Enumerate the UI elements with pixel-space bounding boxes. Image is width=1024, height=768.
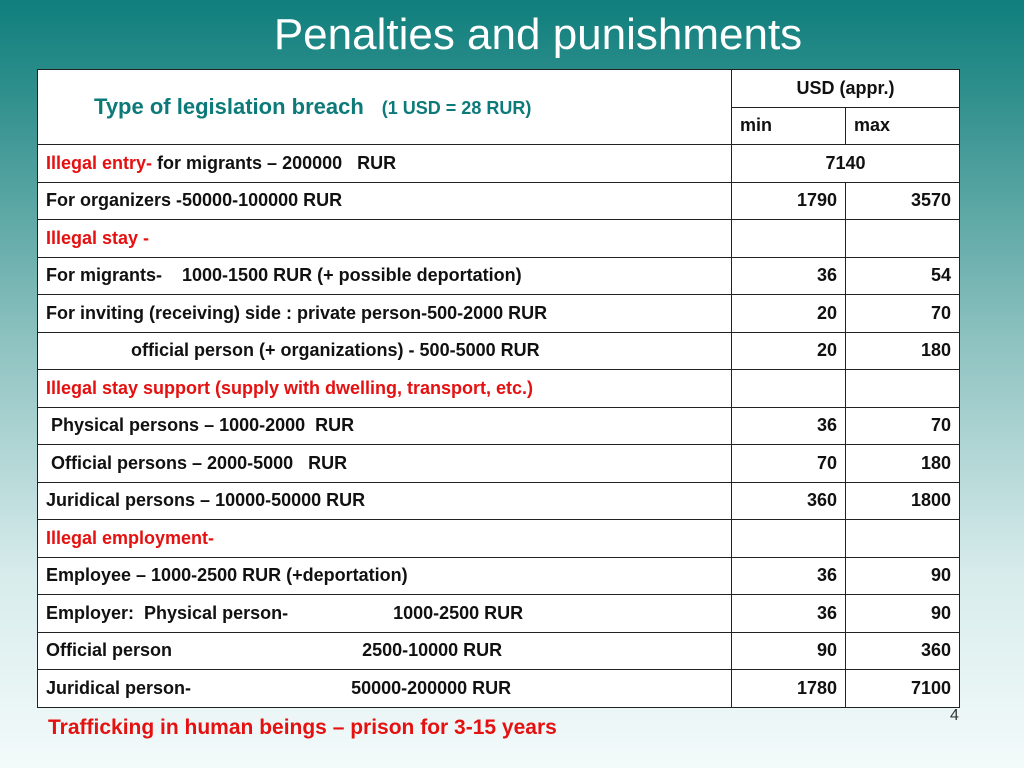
- usd-header: USD (appr.): [732, 70, 960, 108]
- table-row: [38, 482, 960, 520]
- usd-min: [732, 220, 846, 258]
- usd-max: 3570: [846, 182, 960, 220]
- usd-max: [846, 520, 960, 558]
- usd-max: 90: [846, 595, 960, 633]
- breach-description: Juridical person- 50000-200000 RUR: [46, 677, 512, 698]
- breach-description: For migrants- 1000-1500 RUR (+ possible deportation): [46, 265, 522, 286]
- usd-max: 180: [846, 332, 960, 370]
- breach-category: Illegal employment-: [46, 527, 215, 548]
- breach-cell: [38, 670, 732, 708]
- table-row: [38, 632, 960, 670]
- breach-description: Employer: Physical person- 1000-2500 RUR: [46, 602, 524, 623]
- table-row: [38, 407, 960, 445]
- breach-cell: [38, 595, 732, 633]
- max-header: max: [846, 107, 960, 145]
- trafficking-note: Trafficking in human beings – prison for 3-15 years: [48, 716, 557, 739]
- usd-max: 54: [846, 257, 960, 295]
- breach-description: official person (+ organizations) - 500-5000 RUR: [46, 340, 540, 361]
- usd-min: 20: [732, 295, 846, 333]
- usd-amount: 7140: [732, 145, 960, 183]
- usd-max: [846, 220, 960, 258]
- slide-title: Penalties and punishments: [273, 10, 803, 59]
- min-header: min: [732, 107, 846, 145]
- usd-max: 1800: [846, 482, 960, 520]
- breach-cell: [38, 370, 732, 408]
- legislation-breach-heading: Type of legislation breach: [94, 94, 364, 119]
- table-row: [38, 595, 960, 633]
- breach-cell: [38, 295, 732, 333]
- usd-min: 1780: [732, 670, 846, 708]
- usd-min: 36: [732, 595, 846, 633]
- usd-max: 360: [846, 632, 960, 670]
- usd-max: 90: [846, 557, 960, 595]
- breach-cell: [38, 557, 732, 595]
- table-row: [38, 445, 960, 483]
- table-row: [38, 145, 960, 183]
- breach-cell: [38, 332, 732, 370]
- usd-min: 36: [732, 557, 846, 595]
- page-number: 4: [950, 707, 959, 724]
- usd-max: 70: [846, 295, 960, 333]
- breach-category: Illegal stay -: [46, 227, 150, 248]
- table-row: [38, 520, 960, 558]
- breach-description: for migrants – 200000 RUR: [157, 152, 397, 173]
- usd-min: 20: [732, 332, 846, 370]
- breach-description: Official person 2500-10000 RUR: [46, 640, 503, 661]
- breach-description: Employee – 1000-2500 RUR (+deportation): [46, 565, 408, 586]
- breach-category: Illegal stay support (supply with dwelling, transport, etc.): [46, 377, 534, 398]
- usd-min: 36: [732, 407, 846, 445]
- breach-cell: [38, 445, 732, 483]
- header-row-1: [38, 70, 960, 108]
- usd-min: 360: [732, 482, 846, 520]
- penalties-table: [37, 69, 960, 708]
- breach-cell: [38, 220, 732, 258]
- breach-description: Official persons – 2000-5000 RUR: [46, 452, 348, 473]
- breach-cell: [38, 182, 732, 220]
- usd-min: 70: [732, 445, 846, 483]
- breach-category: Illegal entry-: [46, 152, 158, 173]
- exchange-rate-note: (1 USD = 28 RUR): [381, 98, 532, 118]
- usd-min: 36: [732, 257, 846, 295]
- breach-cell: [38, 520, 732, 558]
- table-row: [38, 332, 960, 370]
- usd-max: 70: [846, 407, 960, 445]
- usd-min: 90: [732, 632, 846, 670]
- breach-description: For organizers -50000-100000 RUR: [46, 190, 343, 211]
- usd-max: [846, 370, 960, 408]
- table-row: [38, 220, 960, 258]
- table-row: [38, 257, 960, 295]
- table-row: [38, 670, 960, 708]
- breach-description: Juridical persons – 10000-50000 RUR: [46, 490, 366, 511]
- table-row: [38, 182, 960, 220]
- breach-cell: [38, 482, 732, 520]
- usd-max: 180: [846, 445, 960, 483]
- usd-max: 7100: [846, 670, 960, 708]
- breach-cell: [38, 407, 732, 445]
- table-row: [38, 557, 960, 595]
- usd-min: [732, 370, 846, 408]
- breach-cell: [38, 145, 732, 183]
- usd-min: [732, 520, 846, 558]
- breach-cell: [38, 632, 732, 670]
- breach-description: Physical persons – 1000-2000 RUR: [46, 415, 355, 436]
- usd-min: 1790: [732, 182, 846, 220]
- table-row: [38, 295, 960, 333]
- header-type-cell: [38, 70, 732, 145]
- table-row: [38, 370, 960, 408]
- breach-description: For inviting (receiving) side : private person-500-2000 RUR: [46, 302, 548, 323]
- breach-cell: [38, 257, 732, 295]
